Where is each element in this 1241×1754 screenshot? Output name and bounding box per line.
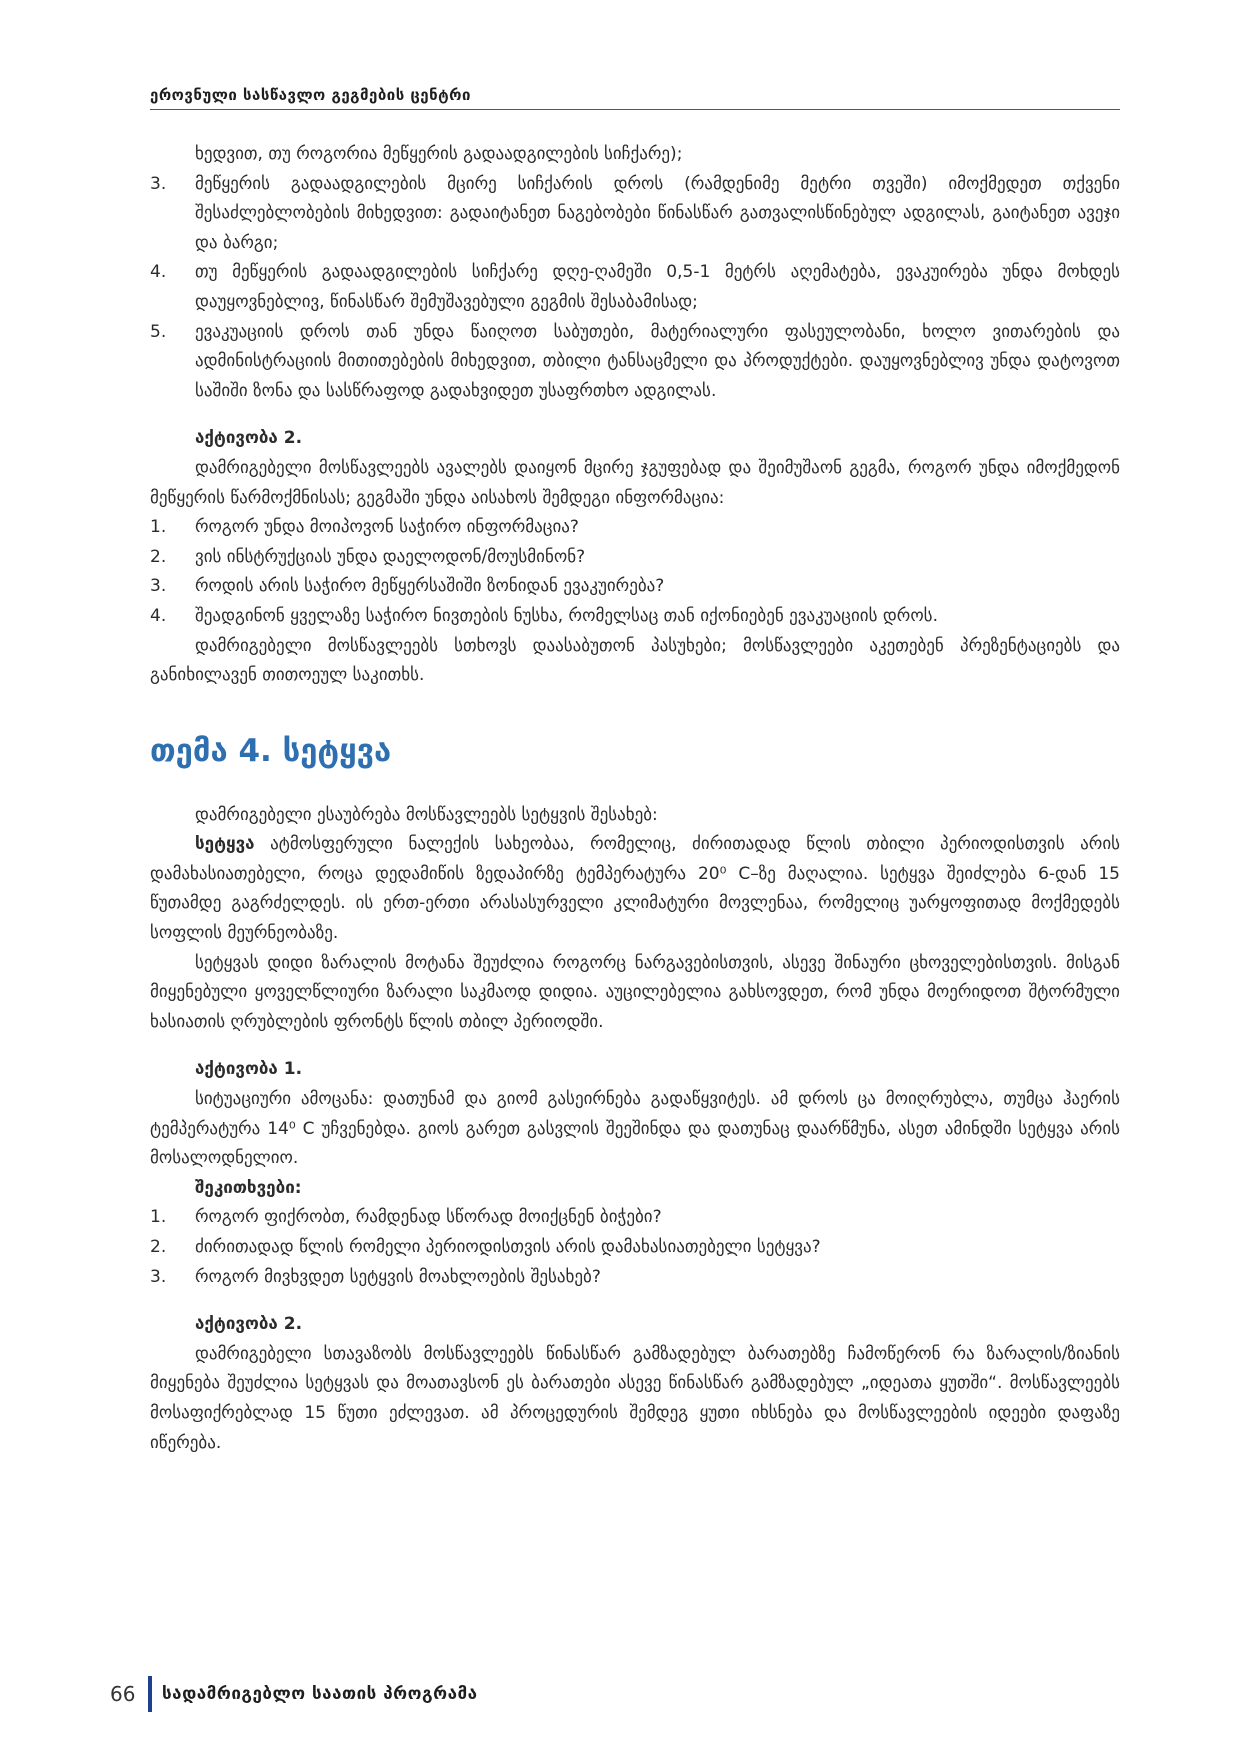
list-item xyxy=(150,602,1120,632)
activity-2a-intro: დამრიგებელი მოსწავლეებს ავალებს დაიყონ მცირე ჯგუფებად და შეიმუშაონ გეგმა, როგორ უნდა იმოქმედონ მეწყერის წარმოქმნისას; გეგმაში უნდა აისახოს შემდეგი ინფორმაცია: xyxy=(150,457,1120,508)
list-number: 2. xyxy=(150,546,167,567)
activity-2a-outro: დამრიგებელი მოსწავლეებს სთხოვს დაასაბუთონ პასუხები; მოსწავლეები აკეთებენ პრეზენტაციებს და განიხილავენ თითოეულ საკითხს. xyxy=(150,635,1120,686)
list-item xyxy=(150,1233,1120,1263)
list-number: 3. xyxy=(150,576,167,597)
activity-1-heading: აქტივობა 1. xyxy=(195,1059,303,1080)
activity-2b-text: დამრიგებელი სთავაზობს მოსწავლეებს წინასწარ გამზადებულ ბარათებზე ჩამოწერონ რა ზარალის/ზიანის მიყენება შეუძლია სეტყვას და მოათავსონ ეს ბარათები ასევე წინასწარ გამზადებულ „იდეათა ყუთში“. მოსწავლეებს მოსაფიქრებლად 15 წუთი ეძლევათ. ამ პროცედურის შემდეგ ყუთი იხსნება და მოსწავლეების იდეები დაფაზე იწერება. xyxy=(150,1343,1120,1453)
footer-divider-bar xyxy=(148,1676,152,1712)
theme-title: თემა 4. სეტყვა xyxy=(150,732,392,769)
list-text: შეადგინონ ყველაზე საჭირო ნივთების ნუსხა, რომელსაც თან იქონიებენ ევაკუაციის დროს. xyxy=(195,605,938,626)
definition-term: სეტყვა xyxy=(195,834,255,855)
list-number: 1. xyxy=(150,517,167,538)
theme-paragraph-2: სეტყვას დიდი ზარალის მოტანა შეუძლია როგორც ნარგავებისთვის, ასევე შინაური ცხოველებისთვის. მისგან მიყენებული ყოველწლიური ზარალი საკმაოდ დიდია. აუცილებელია გახსოვდეთ, რომ უნდა მოერიდოთ შტორმული ხასიათის ღრუბლების ფრონტს წლის თბილ პერიოდში. xyxy=(150,952,1120,1032)
questions-label: შეკითხვები: xyxy=(195,1177,302,1198)
list-item xyxy=(150,318,1120,407)
activity-2a-list xyxy=(150,513,1120,631)
list-item xyxy=(150,1203,1120,1233)
list-number: 1. xyxy=(150,1207,167,1228)
definition-text: ატმოსფერული ნალექის სახეობაა, რომელიც, ძირითადად წლის თბილი პერიოდისთვის არის დამახასიათებელი, როცა დედამიწის ზედაპირზე ტემპერატურა 20⁰ C–ზე მაღალია. სეტყვა შეიძლება 6-დან 15 წუთამდე გაგრძელდეს. ის ერთ-ერთი არასასურველი კლიმატური მოვლენაა, რომელიც უარყოფითად მოქმედებს სოფლის მეურნეობაზე. xyxy=(150,834,1120,944)
list-text: ევაკუაციის დროს თან უნდა წაიღოთ საბუთები, მატერიალური ფასეულობანი, ხოლო ვითარების და ადმინისტრაციის მითითებების მიხედვით, თბილი ტანსაცმელი და პროდუქტები. დაუყოვნებლივ უნდა დატოვოთ საშიში ზონა და სასწრაფოდ გადახვიდეთ უსაფრთხო ადგილას. xyxy=(195,321,1120,401)
list-number: 4. xyxy=(150,605,167,626)
list-number: 3. xyxy=(150,173,167,194)
header-rule xyxy=(150,109,1120,110)
activity-2b-heading: აქტივობა 2. xyxy=(195,1314,303,1335)
list-text: როდის არის საჭირო მეწყერსაშიში ზონიდან ევაკუირება? xyxy=(195,576,665,597)
list-a xyxy=(150,170,1120,407)
theme-intro: დამრიგებელი ესაუბრება მოსწავლეებს სეტყვის შესახებ: xyxy=(195,804,658,825)
list-item xyxy=(150,572,1120,602)
list-item xyxy=(150,543,1120,573)
list-number: 4. xyxy=(150,262,167,283)
footer-title: სადამრიგებლო საათის პროგრამა xyxy=(162,1684,478,1704)
list-item xyxy=(150,170,1120,259)
intro-continuation: ხედვით, თუ როგორია მეწყერის გადაადგილების სიჩქარე); xyxy=(195,144,683,164)
list-text: ძირითადად წლის რომელი პერიოდისთვის არის დამახასიათებელი სეტყვა? xyxy=(195,1237,821,1257)
list-number: 2. xyxy=(150,1237,167,1257)
page-header xyxy=(150,86,1120,110)
page-content xyxy=(150,140,1120,1458)
header-title: ეროვნული სასწავლო გეგმების ცენტრი xyxy=(150,86,471,104)
questions-list xyxy=(150,1203,1120,1292)
list-text: როგორ ფიქრობთ, რამდენად სწორად მოიქცნენ ბიჭები? xyxy=(195,1207,662,1228)
list-text: თუ მეწყერის გადაადგილების სიჩქარე დღე-ღამეში 0,5-1 მეტრს აღემატება, ევაკუირება უნდა მოხდეს დაუყოვნებლივ, წინასწარ შემუშავებული გეგმის შესაბამისად; xyxy=(195,262,1120,312)
list-text: როგორ მივხვდეთ სეტყვის მოახლოების შესახებ? xyxy=(195,1266,601,1287)
activity-1-text: სიტუაციური ამოცანა: დათუნამ და გიომ გასეირნება გადაწყვიტეს. ამ დროს ცა მოიღრუბლა, თუმცა ჰაერის ტემპერატურა 14⁰ C უჩვენებდა. გიოს გარეთ გასვლის შეეშინდა და დათუნაც დაარწმუნა, ასეთ ამინდში სეტყვა არის მოსალოდნელიო. xyxy=(150,1089,1120,1169)
theme-definition xyxy=(150,830,1120,948)
list-item xyxy=(150,1263,1120,1293)
list-number: 5. xyxy=(150,321,167,342)
list-text: ვის ინსტრუქციას უნდა დაელოდონ/მოუსმინონ? xyxy=(195,546,586,567)
activity-2a-heading: აქტივობა 2. xyxy=(195,428,303,449)
list-item xyxy=(150,258,1120,317)
list-item xyxy=(150,513,1120,543)
page-number: 66 xyxy=(110,1682,136,1706)
list-text: მეწყერის გადაადგილების მცირე სიჩქარის დროს (რამდენიმე მეტრი თვეში) იმოქმედეთ თქვენი შესაძლებლობების მიხედვით: გადაიტანეთ ნაგებობები წინასწარ გათვალისწინებულ ადგილას, გაიტანეთ ავეჯი და ბარგი; xyxy=(195,173,1120,253)
list-number: 3. xyxy=(150,1266,167,1287)
list-text: როგორ უნდა მოიპოვონ საჭირო ინფორმაცია? xyxy=(195,517,579,538)
